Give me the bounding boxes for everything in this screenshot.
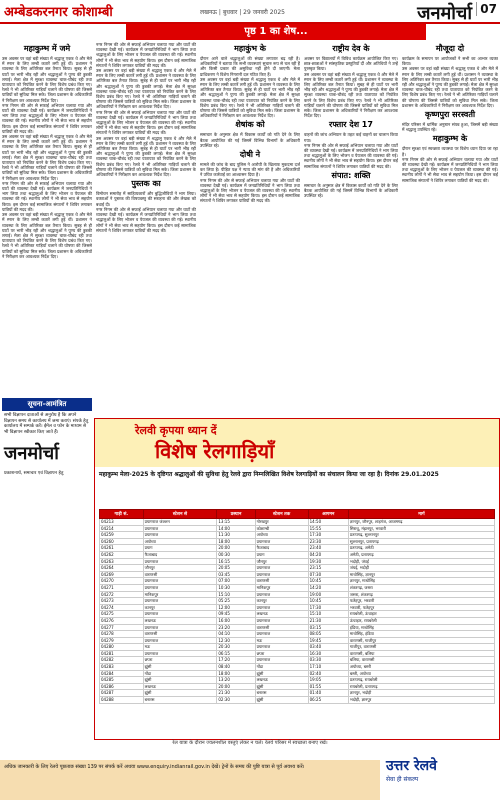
table-cell: रायबरेली, ऊंचाहार [348, 611, 494, 618]
table-cell: 03:30 [308, 657, 348, 664]
table-cell: प्रयागराज [255, 657, 308, 664]
table-cell: 05:25 [217, 598, 255, 605]
table-cell: 06:25 [308, 697, 348, 704]
table-cell: माधोसिंह, ज्ञानपुर [348, 571, 494, 578]
table-cell: ज्ञानपुर, जौनपुर, शाहगंज, आजमगढ़ [348, 519, 494, 526]
table-cell: 04270 [100, 578, 144, 585]
table-cell: प्रयागराज [255, 617, 308, 624]
table-cell: 04278 [100, 631, 144, 638]
table-cell: 23:40 [308, 545, 348, 552]
article-headline: रफ्तार देश 17 [329, 120, 373, 130]
table-cell: 23:20 [217, 624, 255, 631]
table-cell: झूंसी [255, 683, 308, 690]
table-row [100, 637, 495, 644]
table-cell: अयोध्या, बस्ती [348, 664, 494, 671]
table-cell: रायबरेली, प्रतापगढ़ [348, 683, 494, 690]
table-cell: बलिया, वाराणसी [348, 657, 494, 664]
table-cell: सिराथू, मंझनपुर, भरवारी [348, 525, 494, 532]
table-cell: 14:50 [308, 519, 348, 526]
table-cell: 04281 [100, 650, 144, 657]
table-cell: प्रयागराज [143, 611, 217, 618]
railway-name: उत्तर रेलवे [386, 758, 437, 774]
railway-special-trains-ad [94, 418, 500, 740]
table-cell: प्रयाग [143, 545, 217, 552]
table-cell: 17:10 [308, 664, 348, 671]
issue-info: लखनऊ | बुधवार | 29 जनवरी 2025 [200, 9, 285, 16]
table-row [100, 611, 495, 618]
table-cell: प्रयागराज [143, 598, 217, 605]
classified-note: प्रकाशनार्थ, समाचार एवं विज्ञापन हेतु [4, 471, 64, 477]
table-cell: माधोसिंह, हंडिया [348, 631, 494, 638]
table-cell: झूंसी [255, 670, 308, 677]
table-cell: छपरा [143, 657, 217, 664]
table-cell: प्रयागराज [143, 637, 217, 644]
table-cell: 07:30 [308, 571, 348, 578]
table-row [100, 565, 495, 572]
article-body: कार्यक्रम के समापन पर आयोजकों ने सभी का आभार व्यक्त किया। [402, 56, 498, 67]
table-row [100, 697, 495, 704]
table-cell: 01:40 [308, 690, 348, 697]
table-row [100, 525, 495, 532]
article-body: उस अवसर पर वहां बड़ी संख्या में श्रद्धालु एकत्र थे और मेले में स्नान के लिए लम्बी कतारें लगी हुई थीं। प्रशासन ने व्यवस्था के लिए अतिरिक्त बल तैनात किया। सुबह से ही घाटों पर भारी भीड़ रही और श्रद्धालुओं ने पुण्य की डुबकी लगाई। मेला क्षेत्र में सुरक्षा व्यवस्था चाक-चौबंद रही तथा यातायात को नियंत्रित करने के लिए विशेष प्रबंध किए गए। रेलवे ने भी अतिरिक्त गाड़ियाँ चलाने की घोषणा की जिससे यात्रियों को सुविधा मिल सके। जिला प्रशासन के अधिकारियों ने निरीक्षण कर आवश्यक निर्देश दिए। [96, 135, 196, 178]
table-row [100, 598, 495, 605]
table-header-cell: स्टेशन से [143, 510, 217, 519]
table-cell: 15:10 [308, 611, 348, 618]
table-cell: 04214 [100, 525, 144, 532]
table-cell: वाराणसी, बलिया [348, 650, 494, 657]
table-cell: प्रयागराज [143, 650, 217, 657]
article-headline: दोषी ने [239, 150, 261, 160]
table-cell: प्रयागराज [143, 624, 217, 631]
table-cell: हंडिया, माधोसिंह [348, 624, 494, 631]
table-row [100, 558, 495, 565]
table-cell: 04263 [100, 558, 144, 565]
table-header-cell: मार्ग [348, 510, 494, 519]
ad-kicker: रेलवी कृपया ध्यान दें [135, 424, 217, 437]
table-cell: वाराणसी [255, 578, 308, 585]
table-cell: 20:05 [217, 565, 255, 572]
table-cell: 04260 [100, 538, 144, 545]
article-body: नगर निगम की ओर से सफाई अभियान चलाया गया और घाटों की व्यवस्था देखी गई। कार्यक्रम में जनप्रतिनिधियों ने भाग लिया तथा श्रद्धालुओं के लिए भोजन व पेयजल की व्यवस्था की गई। स्थानीय लोगों ने भी सेवा भाव से सहयोग किया। इस दौरान कई सामाजिक संगठनों ने शिविर लगाकर यात्रियों की मदद की। [96, 42, 196, 68]
table-cell: प्रयागराज जंक्शन [143, 519, 217, 526]
table-cell: 04213 [100, 519, 144, 526]
table-cell: 03:15 [308, 624, 348, 631]
table-cell: 02:40 [308, 670, 348, 677]
table-row [100, 532, 495, 539]
table-cell: मानिकपुर [255, 584, 308, 591]
table-cell: ऊंचाहार, रायबरेली [348, 617, 494, 624]
table-row [100, 657, 495, 664]
article-body: नगर निगम की ओर से सफाई अभियान चलाया गया और घाटों की व्यवस्था देखी गई। कार्यक्रम में जनप्रतिनिधियों ने भाग लिया तथा श्रद्धालुओं के लिए भोजन व पेयजल की व्यवस्था की गई। स्थानीय लोगों ने भी सेवा भाव से सहयोग किया। इस दौरान कई सामाजिक संगठनों ने शिविर लगाकर यात्रियों की मदद की। [2, 102, 92, 134]
table-cell: अमेठी, प्रतापगढ़ [348, 551, 494, 558]
paper-logo: जनमोर्चा [417, 3, 472, 24]
paper-logo: जनमोर्चा [4, 443, 59, 465]
table-cell: 23:30 [308, 538, 348, 545]
table-cell: 17:30 [308, 604, 348, 611]
table-cell: 00:30 [217, 551, 255, 558]
table-cell: 09:45 [217, 611, 255, 618]
table-cell: प्रयागराज [143, 558, 217, 565]
article-column-5 [402, 42, 498, 416]
table-cell: 04287 [100, 690, 144, 697]
article-column-2 [96, 42, 196, 416]
table-cell: 18:00 [217, 538, 255, 545]
article-body: विमोचन समारोह में साहित्यकारों और बुद्धिजीवियों ने भाग लिया। वक्ताओं ने पुस्तक की विषयवस्तु की सराहना की और लेखक को बधाई दी। [96, 191, 196, 207]
table-cell: मऊ [255, 637, 308, 644]
table-cell: 04277 [100, 624, 144, 631]
article-headline: मौजूदा दो [435, 44, 465, 53]
table-cell: 04280 [100, 644, 144, 651]
table-cell: 04259 [100, 532, 144, 539]
article-body: नगर निगम की ओर से सफाई अभियान चलाया गया और घाटों की व्यवस्था देखी गई। कार्यक्रम में जनप्रतिनिधियों ने भाग लिया तथा श्रद्धालुओं के लिए भोजन व पेयजल की व्यवस्था की गई। स्थानीय लोगों ने भी सेवा भाव से सहयोग किया। इस दौरान कई सामाजिक संगठनों ने शिविर लगाकर यात्रियों की मदद की। [304, 142, 398, 169]
table-cell: प्रयागराज [255, 631, 308, 638]
table-cell: जंघई, भदोही [348, 565, 494, 572]
table-cell: 18:00 [217, 670, 255, 677]
table-cell: गोंडा [255, 664, 308, 671]
table-cell: लखनऊ [143, 617, 217, 624]
table-row [100, 677, 495, 684]
table-cell: 12:00 [217, 604, 255, 611]
table-cell: प्रयागराज [255, 644, 308, 651]
table-cell: फैजाबाद [143, 551, 217, 558]
table-cell: भदोही, जंघई [348, 558, 494, 565]
table-cell: 21:30 [308, 617, 348, 624]
masthead [0, 0, 500, 24]
table-cell: 20:30 [217, 644, 255, 651]
table-cell: 11:30 [217, 532, 255, 539]
table-cell: 10:45 [308, 578, 348, 585]
table-cell: वाराणसी [143, 571, 217, 578]
table-cell: झूंसी [143, 664, 217, 671]
table-cell: 04274 [100, 604, 144, 611]
table-cell: प्रयागराज [255, 538, 308, 545]
table-cell: झूंसी [143, 677, 217, 684]
article-body: नगर निगम की ओर से सफाई अभियान चलाया गया और घाटों की व्यवस्था देखी गई। कार्यक्रम में जनप्रतिनिधियों ने भाग लिया तथा श्रद्धालुओं के लिए भोजन व पेयजल की व्यवस्था की गई। स्थानीय लोगों ने भी सेवा भाव से सहयोग किया। इस दौरान कई सामाजिक संगठनों ने शिविर लगाकर यात्रियों की मदद की। [96, 109, 196, 136]
table-cell: 20:00 [217, 545, 255, 552]
table-cell: 04269 [100, 571, 144, 578]
page-number: 07 [476, 2, 497, 16]
table-cell: प्रयागराज [255, 604, 308, 611]
table-cell: वाराणसी, गाजीपुर [348, 637, 494, 644]
article-body: नगर निगम की ओर से सफाई अभियान चलाया गया और घाटों की व्यवस्था देखी गई। कार्यक्रम में जनप्रतिनिधियों ने भाग लिया तथा श्रद्धालुओं के लिए भोजन व पेयजल की व्यवस्था की गई। स्थानीय लोगों ने भी सेवा भाव से सहयोग किया। इस दौरान कई सामाजिक संगठनों ने शिविर लगाकर यात्रियों की मदद की। [2, 180, 92, 212]
table-cell: कानपुर [255, 598, 308, 605]
article-body: उस अवसर पर वहां बड़ी संख्या में श्रद्धालु एकत्र थे और मेले में स्नान के लिए लम्बी कतारें लगी हुई थीं। प्रशासन ने व्यवस्था के लिए अतिरिक्त बल तैनात किया। सुबह से ही घाटों पर भारी भीड़ रही और श्रद्धालुओं ने पुण्य की डुबकी लगाई। मेला क्षेत्र में सुरक्षा व्यवस्था चाक-चौबंद रही तथा यातायात को नियंत्रित करने के लिए विशेष प्रबंध किए गए। रेलवे ने भी अतिरिक्त गाड़ियाँ चलाने की घोषणा की जिससे यात्रियों को सुविधा मिल सके। जिला प्रशासन के अधिकारियों ने निरीक्षण कर आवश्यक निर्देश दिए। [402, 66, 498, 108]
table-row [100, 624, 495, 631]
table-row [100, 670, 495, 677]
article-body: समाचार के अनुसार क्षेत्र में विकास कार्यों को गति देने के लिए बैठक आयोजित की गई जिसमें विभिन्न विभागों के अधिकारी उपस्थित रहे। [304, 182, 398, 199]
classified-head: सूचना-आमंत्रित [2, 398, 92, 411]
article-headline: महाकुम्भ के [432, 134, 468, 144]
continuation-banner [0, 24, 500, 40]
banner-label: पृष्ठ 1 का शेष... [126, 24, 426, 40]
table-row [100, 644, 495, 651]
table-cell: गोरखपुर [255, 519, 308, 526]
table-cell: 04264 [100, 565, 144, 572]
article-body: उस अवसर पर वहां बड़ी संख्या में श्रद्धालु एकत्र थे और मेले में स्नान के लिए लम्बी कतारें लगी हुई थीं। प्रशासन ने व्यवस्था के लिए अतिरिक्त बल तैनात किया। सुबह से ही घाटों पर भारी भीड़ रही और श्रद्धालुओं ने पुण्य की डुबकी लगाई। मेला क्षेत्र में सुरक्षा व्यवस्था चाक-चौबंद रही तथा यातायात को नियंत्रित करने के लिए विशेष प्रबंध किए गए। रेलवे ने भी अतिरिक्त गाड़ियाँ चलाने की घोषणा की जिससे यात्रियों को सुविधा मिल सके। जिला प्रशासन के अधिकारियों ने निरीक्षण कर आवश्यक निर्देश दिए। [200, 76, 300, 119]
table-cell: 04282 [100, 657, 144, 664]
table-cell: 03:45 [217, 571, 255, 578]
article-body: नगर निगम की ओर से सफाई अभियान चलाया गया और घाटों की व्यवस्था देखी गई। कार्यक्रम में जनप्रतिनिधियों ने भाग लिया तथा श्रद्धालुओं के लिए भोजन व पेयजल की व्यवस्था की गई। स्थानीय लोगों ने भी सेवा भाव से सहयोग किया। इस दौरान कई सामाजिक संगठनों ने शिविर लगाकर यात्रियों की मदद की। [96, 206, 196, 233]
table-cell: 23:15 [308, 565, 348, 572]
table-cell: शंकरगढ़, जसरा [348, 584, 494, 591]
table-cell: 04262 [100, 551, 144, 558]
table-cell: 04275 [100, 611, 144, 618]
table-cell: 19:45 [308, 637, 348, 644]
article-body: दौरान सुरक्षा एवं स्वच्छता व्यवस्था पर विशेष ध्यान दिया जा रहा है। [402, 146, 498, 157]
table-header-cell: स्टेशन तक [255, 510, 308, 519]
table-cell: बनारस [143, 697, 217, 704]
edition-title: अम्बेडकरनगर कोशाम्बी [4, 5, 113, 20]
table-cell: लखनऊ [143, 683, 217, 690]
table-cell: प्रयागराज [143, 578, 217, 585]
table-cell: 04:10 [217, 631, 255, 638]
table-cell: वाराणसी [143, 631, 217, 638]
table-cell: 13:15 [217, 519, 255, 526]
table-cell: जौनपुर [143, 565, 217, 572]
table-row [100, 584, 495, 591]
classified-body: सभी विज्ञापन दाताओं से अनुरोध है कि अपने विज्ञापन समय से कार्यालय में जमा कराएं। संपर्क हेतु कार्यालय में सम्पर्क करें। ईमेल व फोन के माध्यम से भी विज्ञापन स्वीकार किए जाते हैं। [4, 413, 89, 435]
table-cell: 08:05 [308, 631, 348, 638]
table-cell: प्रतापगढ़, सुल्तानपुर [348, 532, 494, 539]
table-cell: लखनऊ [255, 677, 308, 684]
table-cell: 04279 [100, 637, 144, 644]
table-cell: 06:15 [217, 650, 255, 657]
article-headline: संपात: शक्ति [331, 170, 371, 180]
table-cell: 15:55 [308, 525, 348, 532]
article-body: समाचार के अनुसार क्षेत्र में विकास कार्यों को गति देने के लिए बैठक आयोजित की गई जिसमें विभिन्न विभागों के अधिकारी उपस्थित रहे। [200, 132, 300, 148]
article-body: उस अवसर पर वहां बड़ी संख्या में श्रद्धालु एकत्र थे और मेले में स्नान के लिए लम्बी कतारें लगी हुई थीं। प्रशासन ने व्यवस्था के लिए अतिरिक्त बल तैनात किया। सुबह से ही घाटों पर भारी भीड़ रही और श्रद्धालुओं ने पुण्य की डुबकी लगाई। मेला क्षेत्र में सुरक्षा व्यवस्था चाक-चौबंद रही तथा यातायात को नियंत्रित करने के लिए विशेष प्रबंध किए गए। रेलवे ने भी अतिरिक्त गाड़ियाँ चलाने की घोषणा की जिससे यात्रियों को सुविधा मिल सके। जिला प्रशासन के अधिकारियों ने निरीक्षण कर आवश्यक निर्देश दिए। [2, 56, 92, 103]
table-row [100, 617, 495, 624]
table-cell: सुल्तानपुर, प्रतापगढ़ [348, 538, 494, 545]
table-row [100, 578, 495, 585]
table-cell: जसरा, शंकरगढ़ [348, 591, 494, 598]
table-header-cell: गाड़ी सं. [100, 510, 144, 519]
article-body: नगर निगम की ओर से सफाई अभियान चलाया गया और घाटों की व्यवस्था देखी गई। कार्यक्रम में जनप्रतिनिधियों ने भाग लिया तथा श्रद्धालुओं के लिए भोजन व पेयजल की व्यवस्था की गई। स्थानीय लोगों ने भी सेवा भाव से सहयोग किया। इस दौरान कई सामाजिक संगठनों ने शिविर लगाकर यात्रियों की मदद की। [402, 156, 498, 183]
article-headline: महाकुम्भ में जमे [23, 44, 71, 53]
table-cell: फैजाबाद [255, 545, 308, 552]
ad-intro: महाकुम्भ मेला-2025 के दृष्टिगत श्रद्धालुओं की सुविधा हेतु रेलवे द्वारा निम्नलिखित विशेष रेलगाड़ियों का संचालन किया जा रहा है। दिनांक 29.01.2025 [99, 471, 439, 478]
table-cell: 19:00 [308, 591, 348, 598]
article-body: उस अवसर पर वहां बड़ी संख्या में श्रद्धालु एकत्र थे और मेले में स्नान के लिए लम्बी कतारें लगी हुई थीं। प्रशासन ने व्यवस्था के लिए अतिरिक्त बल तैनात किया। सुबह से ही घाटों पर भारी भीड़ रही और श्रद्धालुओं ने पुण्य की डुबकी लगाई। मेला क्षेत्र में सुरक्षा व्यवस्था चाक-चौबंद रही तथा यातायात को नियंत्रित करने के लिए विशेष प्रबंध किए गए। रेलवे ने भी अतिरिक्त गाड़ियाँ चलाने की घोषणा की जिससे यात्रियों को सुविधा मिल सके। जिला प्रशासन के अधिकारियों ने निरीक्षण कर आवश्यक निर्देश दिए। [304, 71, 398, 119]
table-cell: 04271 [100, 584, 144, 591]
table-cell: मानिकपुर [143, 591, 217, 598]
footer-advisory: रेल यात्रा के दौरान ज्वलनशील वस्तुएं लेकर न चलें। रेलवे परिसर में स्वच्छता बनाए रखें। [172, 740, 328, 746]
table-cell: 03:40 [308, 644, 348, 651]
article-body: दौरान आने वाले श्रद्धालुओं की संख्या लगातार बढ़ रही है। अधिकारियों ने बताया कि सभी व्यवस्थाएं सुचारु रूप से चल रही हैं और किसी प्रकार की असुविधा नहीं होने दी जाएगी। मेला प्राधिकरण ने विशेष निगरानी दल गठित किए हैं। [200, 56, 300, 77]
table-cell: 15:10 [217, 591, 255, 598]
table-cell: बनारस [255, 690, 308, 697]
table-cell: झूंसी [143, 690, 217, 697]
table-cell: गोंडा [143, 670, 217, 677]
table-cell: 04285 [100, 677, 144, 684]
table-row [100, 664, 495, 671]
table-cell: 17:20 [217, 657, 255, 664]
table-cell: 10:45 [308, 598, 348, 605]
table-row [100, 631, 495, 638]
table-cell: 19:05 [308, 677, 348, 684]
table-cell: प्रतापगढ़, रायबरेली [348, 677, 494, 684]
table-row [100, 650, 495, 657]
article-headline: शेषांक को [235, 120, 265, 130]
table-row [100, 551, 495, 558]
table-cell: जौनपुर [255, 558, 308, 565]
table-cell: 04:20 [308, 551, 348, 558]
article-column-1 [2, 42, 92, 394]
table-cell: प्रयागराज [255, 591, 308, 598]
table-cell: 10:30 [217, 584, 255, 591]
table-row [100, 519, 495, 526]
footer-notice: अधिक जानकारी के लिए रेलवे पूछताछ संख्या 139 पर संपर्क करें अथवा www.enquiry.indianrail.gov.in देखें। ट्रेनों के समय की पुष्टि यात्रा से पूर्व अवश्य करें। [0, 760, 380, 800]
table-cell: 16:30 [308, 650, 348, 657]
table-cell: प्रतापगढ़, अमेठी [348, 545, 494, 552]
table-cell: 13:20 [217, 677, 255, 684]
table-cell: 04273 [100, 598, 144, 605]
table-cell: 04272 [100, 591, 144, 598]
table-cell: प्रयागराज [143, 525, 217, 532]
table-row [100, 690, 495, 697]
table-cell: लखनऊ [255, 611, 308, 618]
table-cell: फतेहपुर, भरवारी [348, 598, 494, 605]
table-cell: 04276 [100, 617, 144, 624]
table-cell: 14:00 [217, 525, 255, 532]
article-body: मामले की जांच के बाद पुलिस ने आरोपी के खिलाफ मुकदमा दर्ज कर लिया है। पीड़ित पक्ष ने न्याय की मांग की है और अधिकारियों ने उचित कार्रवाई का आश्वासन दिया है। [200, 162, 300, 178]
railway-tagline: सेवा ही संकल्प [386, 776, 419, 783]
table-cell: 01:55 [308, 683, 348, 690]
table-cell: 16:00 [217, 617, 255, 624]
table-cell: 17:30 [308, 532, 348, 539]
article-body: नगर निगम की ओर से सफाई अभियान चलाया गया और घाटों की व्यवस्था देखी गई। कार्यक्रम में जनप्रतिनिधियों ने भाग लिया तथा श्रद्धालुओं के लिए भोजन व पेयजल की व्यवस्था की गई। स्थानीय लोगों ने भी सेवा भाव से सहयोग किया। इस दौरान कई सामाजिक संगठनों ने शिविर लगाकर यात्रियों की मदद की। [200, 177, 300, 204]
table-cell: 04261 [100, 545, 144, 552]
table-cell: 07:00 [217, 578, 255, 585]
table-cell: मऊ [143, 644, 217, 651]
table-cell: वाराणसी [255, 624, 308, 631]
table-cell: प्रयागराज [143, 532, 217, 539]
article-headline: पुस्तक का [131, 179, 161, 189]
article-headline: राष्ट्रीय देव के [332, 44, 370, 53]
table-row [100, 591, 495, 598]
table-cell: 16:15 [217, 558, 255, 565]
table-cell: 04283 [100, 664, 144, 671]
table-cell: प्रयाग [255, 551, 308, 558]
table-cell: 21:30 [217, 690, 255, 697]
table-cell: 02:30 [217, 697, 255, 704]
table-cell: गाजीपुर, वाराणसी [348, 644, 494, 651]
table-row [100, 538, 495, 545]
table-cell: 12:30 [217, 637, 255, 644]
ad-title-band [95, 419, 499, 467]
table-header-cell: प्रस्थान [217, 510, 255, 519]
table-cell: प्रयागराज [255, 571, 308, 578]
table-cell: प्रयागराज [143, 584, 217, 591]
train-schedule-table [99, 509, 495, 704]
table-cell: 04288 [100, 697, 144, 704]
table-cell: 04286 [100, 683, 144, 690]
table-cell: 20:00 [217, 683, 255, 690]
article-body: अवसर पर विद्यालयों में विविध कार्यक्रम आयोजित किए गए। छात्र-छात्राओं ने सांस्कृतिक प्रस्तुतियाँ दीं और अतिथियों ने उन्हें पुरस्कृत किया। [304, 56, 398, 72]
table-cell: कानपुर [143, 604, 217, 611]
table-cell: 08:40 [217, 664, 255, 671]
table-cell: ज्ञानपुर, माधोसिंह [348, 578, 494, 585]
table-cell: 19:30 [308, 558, 348, 565]
article-headline: कृष्णपुरा सरस्वती [424, 110, 476, 120]
article-column-3 [200, 42, 300, 416]
table-row [100, 683, 495, 690]
table-cell: छपरा [255, 650, 308, 657]
article-body: उस अवसर पर वहां बड़ी संख्या में श्रद्धालु एकत्र थे और मेले में स्नान के लिए लम्बी कतारें लगी हुई थीं। प्रशासन ने व्यवस्था के लिए अतिरिक्त बल तैनात किया। सुबह से ही घाटों पर भारी भीड़ रही और श्रद्धालुओं ने पुण्य की डुबकी लगाई। मेला क्षेत्र में सुरक्षा व्यवस्था चाक-चौबंद रही तथा यातायात को नियंत्रित करने के लिए विशेष प्रबंध किए गए। रेलवे ने भी अतिरिक्त गाड़ियाँ चलाने की घोषणा की जिससे यात्रियों को सुविधा मिल सके। जिला प्रशासन के अधिकारियों ने निरीक्षण कर आवश्यक निर्देश दिए। [2, 134, 92, 181]
article-body: उस अवसर पर वहां बड़ी संख्या में श्रद्धालु एकत्र थे और मेले में स्नान के लिए लम्बी कतारें लगी हुई थीं। प्रशासन ने व्यवस्था के लिए अतिरिक्त बल तैनात किया। सुबह से ही घाटों पर भारी भीड़ रही और श्रद्धालुओं ने पुण्य की डुबकी लगाई। मेला क्षेत्र में सुरक्षा व्यवस्था चाक-चौबंद रही तथा यातायात को नियंत्रित करने के लिए विशेष प्रबंध किए गए। रेलवे ने भी अतिरिक्त गाड़ियाँ चलाने की घोषणा की जिससे यात्रियों को सुविधा मिल सके। जिला प्रशासन के अधिकारियों ने निरीक्षण कर आवश्यक निर्देश दिए। [2, 212, 92, 259]
article-body: वाहनों की जांच अभियान के तहत कई वाहनों का चालान किया गया। [304, 132, 398, 143]
article-body: मंदिर परिसर में धार्मिक अनुष्ठान संपन्न हुआ, जिसमें बड़ी संख्या में श्रद्धालु उपस्थित रहे। [402, 122, 498, 133]
table-cell: ज्ञानपुर, भदोही [348, 690, 494, 697]
ad-title: विशेष रेलगाड़ियाँ [155, 439, 275, 463]
table-row [100, 604, 495, 611]
table-cell: 14:20 [308, 584, 348, 591]
table-cell: भदोही, ज्ञानपुर [348, 697, 494, 704]
ad-footer [0, 738, 500, 809]
table-cell: कोशाम्बी [255, 525, 308, 532]
table-cell: 04284 [100, 670, 144, 677]
table-cell: प्रयागराज [255, 565, 308, 572]
table-row [100, 571, 495, 578]
classified-box [2, 398, 92, 698]
table-cell: अयोध्या [255, 532, 308, 539]
table-cell: भरवारी, फतेहपुर [348, 604, 494, 611]
table-cell: झूंसी [255, 697, 308, 704]
table-cell: बस्ती, अयोध्या [348, 670, 494, 677]
table-cell: अयोध्या [143, 538, 217, 545]
article-body: उस अवसर पर वहां बड़ी संख्या में श्रद्धालु एकत्र थे और मेले में स्नान के लिए लम्बी कतारें लगी हुई थीं। प्रशासन ने व्यवस्था के लिए अतिरिक्त बल तैनात किया। सुबह से ही घाटों पर भारी भीड़ रही और श्रद्धालुओं ने पुण्य की डुबकी लगाई। मेला क्षेत्र में सुरक्षा व्यवस्था चाक-चौबंद रही तथा यातायात को नियंत्रित करने के लिए विशेष प्रबंध किए गए। रेलवे ने भी अतिरिक्त गाड़ियाँ चलाने की घोषणा की जिससे यात्रियों को सुविधा मिल सके। जिला प्रशासन के अधिकारियों ने निरीक्षण कर आवश्यक निर्देश दिए। [96, 68, 196, 110]
article-column-4 [304, 42, 398, 416]
article-headline: महाकुंभ के [234, 44, 266, 53]
table-row [100, 545, 495, 552]
table-header-cell: आगमन [308, 510, 348, 519]
railway-logo-block [386, 756, 496, 802]
